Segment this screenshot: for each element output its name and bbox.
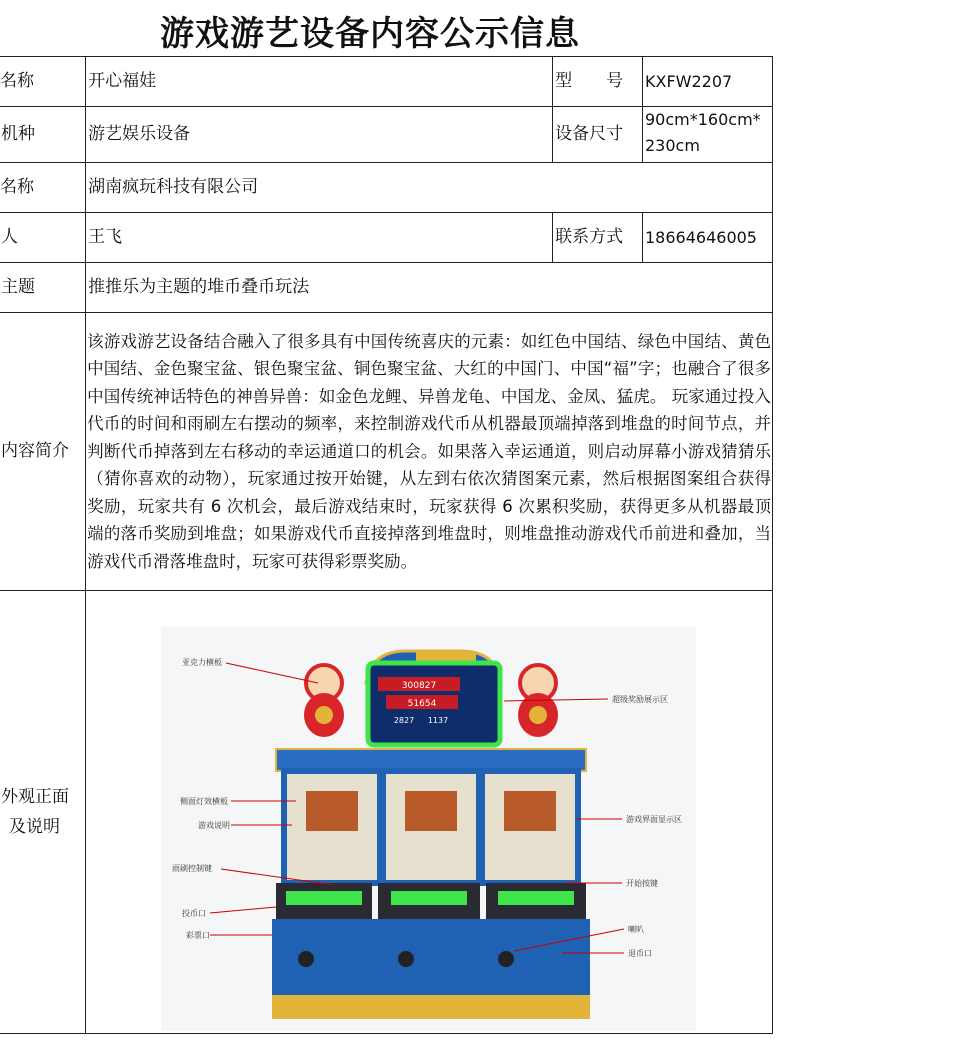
- callout-wiper: 雨刷控制键: [172, 864, 213, 873]
- machine-photo: [86, 591, 771, 1033]
- label-photo-line2: 及说明: [9, 817, 60, 837]
- screen-top-value: 300827: [401, 681, 437, 691]
- label-photo: [0, 591, 86, 1034]
- callout-super: 超级奖励展示区: [612, 695, 669, 704]
- label-contact: 人: [0, 213, 86, 263]
- callout-side-light: 侧面灯效横板: [180, 797, 229, 806]
- callout-game-screen: 游戏界面显示区: [626, 815, 683, 824]
- top-crown-plate: [416, 651, 476, 661]
- value-type: 游艺娱乐设备: [86, 107, 553, 163]
- page-title: 游戏游艺设备内容公示信息: [160, 14, 580, 54]
- label-intro: 内容简介: [0, 313, 86, 591]
- screen-mid-value: 51654: [407, 699, 437, 709]
- label-type: 机种: [0, 107, 86, 163]
- label-name: 名称: [0, 57, 86, 107]
- callout-return: 退币口: [628, 949, 653, 958]
- callout-horn: 喇叭: [628, 925, 645, 934]
- callout-acrylic: 亚克力横板: [182, 658, 223, 667]
- callout-rules: 游戏说明: [198, 821, 231, 830]
- screen-b1-value: 2827: [393, 716, 415, 725]
- callout-start: 开始按键: [626, 879, 659, 888]
- value-size: 90cm*160cm*230cm: [643, 107, 773, 163]
- cabinet: [272, 749, 590, 1019]
- doll-left: [304, 665, 344, 737]
- label-photo-line1: 外观正面: [1, 787, 69, 807]
- value-contact: 王飞: [86, 213, 553, 263]
- value-model: KXFW2207: [643, 57, 773, 107]
- label-phone: 联系方式: [553, 213, 643, 263]
- label-company: 名称: [0, 163, 86, 213]
- label-model: 型 号: [553, 57, 643, 107]
- label-theme: 主题: [0, 263, 86, 313]
- value-phone: 18664646005: [643, 213, 773, 263]
- callout-coin-slot: 投币口: [182, 909, 207, 918]
- value-intro: 该游戏游艺设备结合融入了很多具有中国传统喜庆的元素：如红色中国结、绿色中国结、黄色中国结、金色聚宝盆、银色聚宝盆、铜色聚宝盆、大红的中国门、中国“福”字；也融合了很多中国传统神话特色的神兽异兽：如金色龙鲤、异兽龙龟、中国龙、金凤、猛虎。 玩家通过投入代币的时间和雨刷左右摆动的频率，来控制游戏代币从机器最顶端掉落到堆盘的时间节点，并判断代币掉落到左右移动的幸运通道口的机会。如果落入幸运通道，则启动屏幕小游戏猜猜乐（猜你喜欢的动物），玩家通过按开始键，从左到右依次猜图案元素，然后根据图案组合获得奖励，玩家共有 6 次机会，最后游戏结束时，玩家获得 6 次累积奖励，获得更多从机器最顶端的落币奖励到堆盘；如果游戏代币直接掉落到堆盘时，则堆盘推动游戏代币前进和叠加，当游戏代币滑落堆盘时，玩家可获得彩票奖励。: [86, 313, 773, 591]
- photo-cell: [86, 591, 773, 1034]
- label-size: 设备尺寸: [553, 107, 643, 163]
- callout-ticket: 彩票口: [186, 931, 211, 940]
- screen-b2-value: 1137: [427, 716, 449, 725]
- value-company: 湖南疯玩科技有限公司: [86, 163, 773, 213]
- value-name: 开心福娃: [86, 57, 553, 107]
- info-table: [0, 56, 773, 1034]
- value-theme: 推推乐为主题的堆币叠币玩法: [86, 263, 773, 313]
